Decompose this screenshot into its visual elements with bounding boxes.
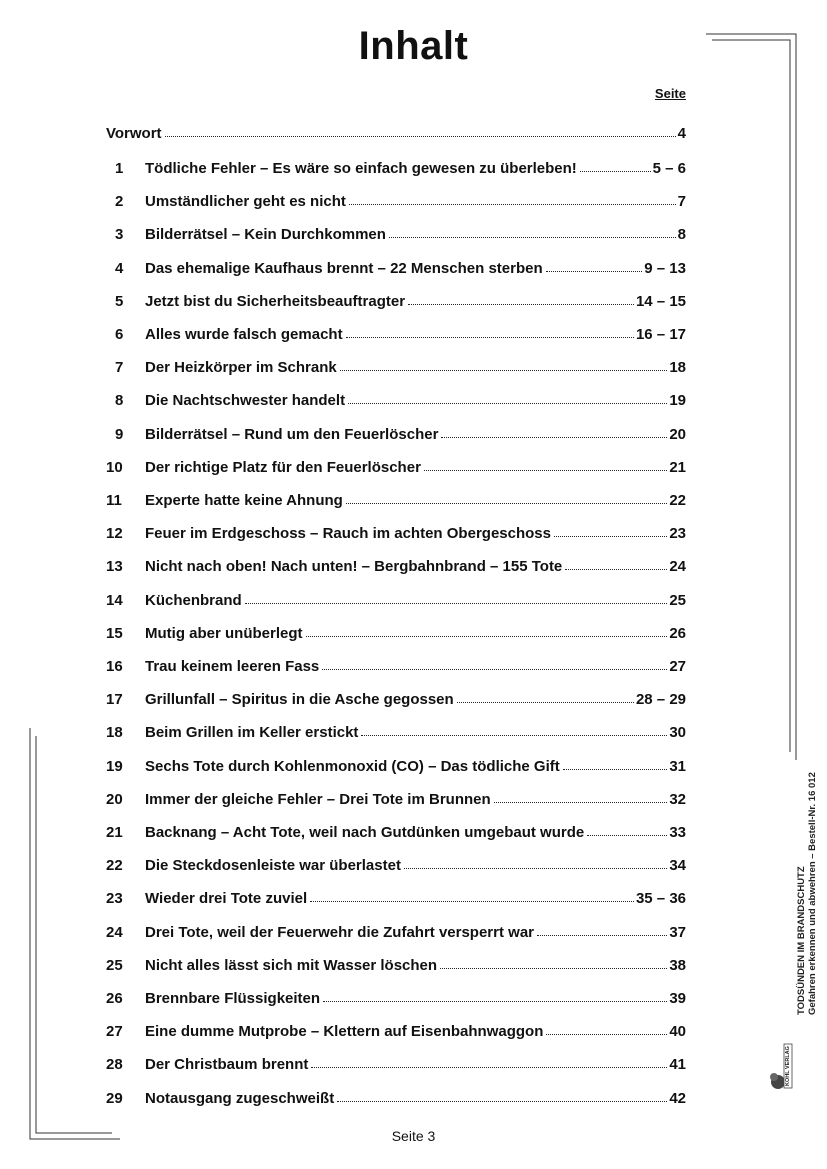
toc-entry-title: Drei Tote, weil der Feuerwehr die Zufahrt versperrt war	[145, 923, 534, 941]
toc-leader-dots	[348, 403, 667, 404]
publisher-logo	[770, 1040, 794, 1092]
toc-entry-12	[106, 520, 686, 542]
toc-entry-page: 34	[669, 857, 686, 875]
toc-entry-page: 35 – 36	[635, 890, 686, 908]
toc-entry-number: 23	[106, 890, 123, 908]
toc-entry-27	[106, 1018, 686, 1040]
toc-entry-page: 5 – 6	[652, 160, 686, 177]
toc-entry-number: 29	[106, 1089, 123, 1107]
toc-leader-dots	[537, 935, 667, 936]
toc-entry-1	[106, 155, 686, 177]
toc-entry-15	[106, 620, 686, 642]
toc-entry-number: 8	[115, 392, 124, 410]
toc-entry-number: 28	[106, 1056, 123, 1074]
toc-entry-13	[106, 553, 686, 575]
toc-entry-number: 9	[115, 425, 124, 443]
toc-entry-title: Der richtige Platz für den Feuerlöscher	[145, 458, 421, 476]
toc-leader-dots	[554, 536, 667, 537]
page-column-label: Seite	[654, 86, 686, 101]
toc-leader-dots	[580, 171, 651, 172]
toc-entry-page: 21	[669, 458, 686, 476]
publisher-logo-text: KOHL VERLAG	[785, 1046, 791, 1086]
toc-entry-25	[106, 952, 686, 974]
toc-entry-title: Vorwort	[106, 125, 162, 142]
toc-entry-title: Alles wurde falsch gemacht	[145, 326, 343, 343]
toc-leader-dots	[424, 470, 667, 471]
toc-entry-title: Feuer im Erdgeschoss – Rauch im achten Obergeschoss	[145, 525, 551, 543]
toc-entry-page: 40	[669, 1023, 686, 1041]
toc-entry-page: 20	[669, 425, 686, 443]
toc-leader-dots	[457, 702, 634, 703]
toc-entry-6	[106, 321, 686, 343]
side-caption-line1: TODSÜNDEN IM BRANDSCHUTZ	[796, 866, 807, 1015]
toc-entry-vorwort	[106, 120, 686, 142]
toc-entry-page: 7	[677, 193, 686, 211]
toc-entry-14	[106, 587, 686, 609]
toc-leader-dots	[361, 735, 667, 736]
toc-entry-number: 5	[115, 292, 124, 310]
toc-leader-dots	[404, 868, 667, 869]
toc-entry-number: 24	[106, 923, 123, 941]
toc-entry-4	[106, 255, 686, 277]
toc-leader-dots	[494, 802, 668, 803]
toc-entry-number: 1	[115, 160, 124, 177]
toc-entry-19	[106, 753, 686, 775]
toc-entry-title: Die Nachtschwester handelt	[145, 392, 346, 410]
toc-entry-number: 11	[106, 492, 122, 509]
toc-entry-page: 23	[669, 525, 686, 543]
toc-entry-title: Nicht alles lässt sich mit Wasser löschen	[145, 956, 438, 974]
toc-leader-dots	[346, 503, 668, 504]
toc-entry-title: Küchenbrand	[145, 591, 242, 609]
toc-entry-title: Das ehemalige Kaufhaus brennt – 22 Menschen sterben	[145, 259, 543, 277]
toc-entry-page: 9 – 13	[644, 259, 686, 277]
toc-entry-page: 18	[669, 359, 686, 377]
toc-entry-number: 6	[115, 326, 124, 343]
toc-entry-title: Eine dumme Mutprobe – Klettern auf Eisenbahnwaggon	[145, 1023, 544, 1041]
toc-entry-number: 25	[106, 956, 123, 974]
toc-entry-number: 22	[106, 857, 123, 875]
toc-leader-dots	[587, 835, 667, 836]
toc-leader-dots	[440, 968, 667, 969]
toc-entry-9	[106, 421, 686, 443]
toc-entry-number: 15	[106, 624, 123, 642]
toc-leader-dots	[346, 337, 634, 338]
toc-entry-page: 16 – 17	[635, 326, 686, 343]
toc-entry-number: 13	[106, 558, 123, 576]
side-caption	[796, 772, 818, 1015]
toc-leader-dots	[349, 204, 676, 205]
toc-leader-dots	[245, 603, 668, 604]
toc-entry-title: Nicht nach oben! Nach unten! – Bergbahnbrand – 155 Tote	[145, 558, 563, 576]
toc-entry-title: Notausgang zugeschweißt	[145, 1089, 335, 1107]
toc-entry-3	[106, 221, 686, 243]
toc-entry-number: 3	[115, 226, 124, 244]
toc-entry-title: Jetzt bist du Sicherheitsbeauftragter	[145, 292, 406, 310]
toc-leader-dots	[441, 437, 667, 438]
toc-entry-page: 8	[677, 226, 686, 244]
toc-leader-dots	[546, 271, 643, 272]
toc-leader-dots	[340, 370, 668, 371]
toc-entry-2	[106, 188, 686, 210]
toc-leader-dots	[546, 1034, 667, 1035]
toc-entry-page: 4	[677, 125, 686, 142]
toc-leader-dots	[563, 769, 668, 770]
toc-entry-number: 27	[106, 1023, 123, 1041]
toc-entry-page: 41	[669, 1056, 686, 1074]
page-footer: Seite 3	[391, 1128, 436, 1144]
toc-entry-page: 39	[669, 990, 686, 1007]
toc-leader-dots	[306, 636, 668, 637]
toc-entry-title: Der Christbaum brennt	[145, 1056, 309, 1074]
toc-entry-title: Brennbare Flüssigkeiten	[145, 990, 321, 1007]
toc-entry-29	[106, 1085, 686, 1107]
toc-entry-17	[106, 686, 686, 708]
toc-entry-page: 26	[669, 624, 686, 642]
toc-entry-number: 21	[106, 824, 123, 841]
toc-entry-title: Experte hatte keine Ahnung	[145, 492, 343, 509]
toc-leader-dots	[323, 1001, 667, 1002]
toc-entry-number: 20	[106, 790, 123, 808]
toc-entry-title: Tödliche Fehler – Es wäre so einfach gewesen zu überleben!	[145, 160, 577, 177]
toc-entry-22	[106, 852, 686, 874]
toc-entry-11	[106, 487, 686, 509]
toc-entry-28	[106, 1051, 686, 1073]
toc-entry-24	[106, 919, 686, 941]
toc-entry-title: Beim Grillen im Keller erstickt	[145, 724, 359, 742]
toc-entry-title: Trau keinem leeren Fass	[145, 658, 320, 675]
toc-entry-page: 14 – 15	[635, 292, 686, 310]
toc-entry-number: 16	[106, 658, 123, 675]
toc-entry-title: Bilderrätsel – Kein Durchkommen	[145, 226, 386, 244]
toc-entry-number: 10	[106, 458, 123, 476]
toc-entry-page: 28 – 29	[635, 691, 686, 709]
toc-entry-18	[106, 719, 686, 741]
toc-entry-title: Die Steckdosenleiste war überlastet	[145, 857, 401, 875]
toc-entry-number: 17	[106, 691, 123, 709]
toc-entry-title: Umständlicher geht es nicht	[145, 193, 346, 211]
toc-entry-number: 18	[106, 724, 123, 742]
toc-entry-title: Wieder drei Tote zuviel	[145, 890, 308, 908]
toc-entry-page: 30	[669, 724, 686, 742]
toc-entry-number: 12	[106, 525, 123, 543]
toc-entry-page: 31	[669, 757, 686, 775]
toc-entry-21	[106, 819, 686, 841]
toc-entry-page: 38	[669, 956, 686, 974]
toc-entry-page: 19	[669, 392, 686, 410]
toc-entry-page: 24	[669, 558, 686, 576]
toc-leader-dots	[408, 304, 634, 305]
toc-entry-page: 27	[669, 658, 686, 675]
toc-entry-16	[106, 653, 686, 675]
toc-leader-dots	[565, 569, 667, 570]
toc-entry-title: Grillunfall – Spiritus in die Asche gegossen	[145, 691, 454, 709]
side-caption-line2: Gefahren erkennen und abwehren – Bestell-Nr. 16 012	[807, 772, 818, 1015]
toc-entry-page: 37	[669, 923, 686, 941]
toc-entry-26	[106, 985, 686, 1007]
toc-entry-title: Sechs Tote durch Kohlenmonoxid (CO) – Das tödliche Gift	[145, 757, 560, 775]
toc-leader-dots	[337, 1101, 667, 1102]
toc-entry-number: 14	[106, 591, 123, 609]
toc-leader-dots	[389, 237, 676, 238]
toc-leader-dots	[310, 901, 634, 902]
toc-entry-page: 33	[669, 824, 686, 841]
toc-leader-dots	[165, 136, 676, 137]
toc-entry-page: 22	[669, 492, 686, 509]
toc-entry-page: 25	[669, 591, 686, 609]
toc-entry-title: Mutig aber unüberlegt	[145, 624, 303, 642]
toc-entry-number: 7	[115, 359, 124, 377]
toc-entry-23	[106, 885, 686, 907]
toc-entry-title: Immer der gleiche Fehler – Drei Tote im Brunnen	[145, 790, 491, 808]
toc-entry-number: 26	[106, 990, 123, 1007]
toc-entry-number: 19	[106, 757, 123, 775]
toc-entry-page: 42	[669, 1089, 686, 1107]
toc-entry-number: 2	[115, 193, 124, 211]
toc-entry-number: 4	[115, 259, 124, 277]
toc-entry-5	[106, 288, 686, 310]
toc-entry-7	[106, 354, 686, 376]
toc-entry-20	[106, 786, 686, 808]
toc-entry-page: 32	[669, 790, 686, 808]
toc-entry-title: Bilderrätsel – Rund um den Feuerlöscher	[145, 425, 439, 443]
toc-entry-8	[106, 387, 686, 409]
toc-entry-10	[106, 454, 686, 476]
toc-entry-title: Backnang – Acht Tote, weil nach Gutdünken umgebaut wurde	[145, 824, 585, 841]
page-title: Inhalt	[358, 24, 469, 68]
toc-entry-title: Der Heizkörper im Schrank	[145, 359, 337, 377]
toc-leader-dots	[311, 1067, 667, 1068]
toc-leader-dots	[322, 669, 667, 670]
